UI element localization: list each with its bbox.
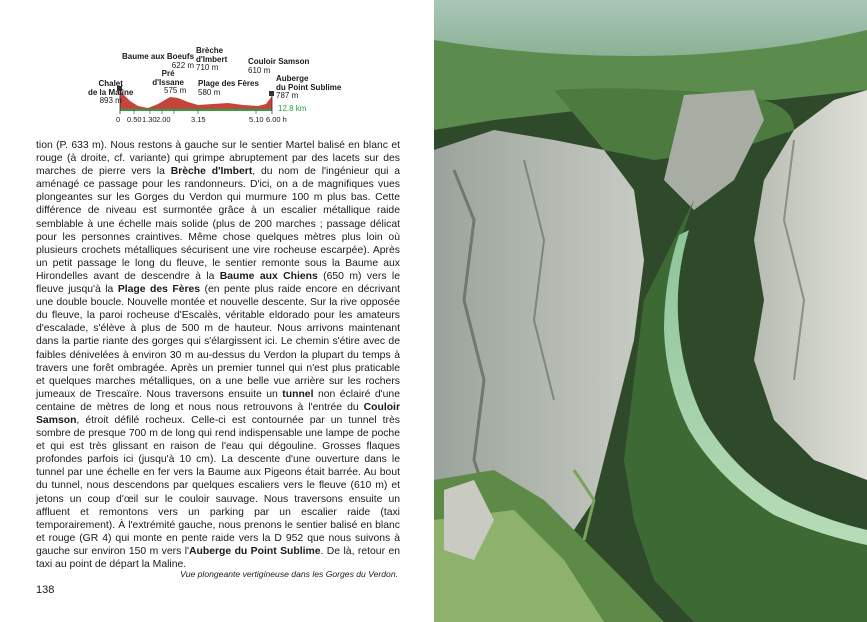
waypoint-plage-feres: Plage des Fères 580 m <box>198 79 259 97</box>
waypoint-couloir-samson: Couloir Samson 610 m <box>248 57 310 75</box>
time-6: 6.00 h <box>266 115 287 124</box>
waypoint-breche-imbert: Brèche d'Imbert 710 m <box>196 46 228 73</box>
waypoint-chalet: Chalet de la Maline 893 m <box>88 79 134 106</box>
time-1: 0.50 <box>127 115 142 124</box>
body-text <box>36 139 400 571</box>
place-auberge: Auberge du Point Sublime <box>189 545 321 557</box>
place-couloir-samson: Couloir Samson <box>36 401 400 426</box>
time-0: 0 <box>116 115 121 124</box>
photo-illustration <box>434 0 867 622</box>
waypoint-baume-boeufs: Baume aux Boeufs 622 m <box>122 52 195 70</box>
place-breche-imbert: Brèche d'Imbert <box>170 166 253 178</box>
place-baume-chiens: Baume aux Chiens <box>219 270 318 282</box>
gorge-photo <box>434 0 867 622</box>
tunnel-term: tunnel <box>282 388 314 400</box>
time-4: 3.15 <box>191 115 206 124</box>
elevation-profile <box>88 44 358 128</box>
waypoint-auberge: Auberge du Point Sublime 787 m <box>276 74 342 101</box>
time-5: 5.10 <box>249 115 264 124</box>
page-number: 138 <box>36 584 55 596</box>
waypoint-pre-issane: Pré d'Issane 575 m <box>152 69 187 96</box>
time-2: 1.30 <box>142 115 157 124</box>
paragraph: tion (P. 633 m). Nous restons à gauche sur le sentier Martel balisé en blanc et rouge (à droite, cf. variante) qui grimpe abruptement par des lacets sur des marches de pierre vers la Brèche d'Imbert, du nom de l'ingénieur qui a aménagé ce passage pour les randonneurs. D'ici, on a de magnifiques vues plongeantes sur les Gorges du Verdon qui murmure 100 m plus bas. Cette différence de niveau est surmontée grâce à un escalier métallique raide semblable à une échelle mais solide (plus de 200 marches ; passage délicat pour les personnes craintives. Même chose quelques mètres plus loin où plusieurs crochets métalliques sécurisent une vire rocheuse escarpée). Après un petit passage le long du fleuve, le sentier remonte sous la Baume aux Hirondelles avant de descendre à la Baume aux Chiens (650 m) vers le fleuve jusqu'à la Plage des Fères (en pente plus raide encore en décrivant une double boucle. Nouvelle montée et nouvelle descente. Sur la rive opposée du fleuve, la paroi rocheuse d'Escalès, véritable eldorado pour les amateurs d'escalade, s'élève à plus de 500 m de hauteur. Nous arrivons maintenant dans la partie riante des gorges qui s'élargissent ici. Le chemin s'étire avec de faibles dénivelées à environ 30 m au-dessus du Verdon la plupart du temps à travers une forêt ombragée. Après un premier tunnel qui n'est plus praticable et quelques marches métalliques, on a une belle vue arrière sur les rochers jumeaux de Trescaïre. Nous traversons ensuite un tunnel non éclairé d'une centaine de mètres de long et nous nous retrouvons à l'entrée du Couloir Samson, étroit défilé rocheux. Celle-ci est contournée par un tunnel très sombre de presque 700 m de long qui rend indispensable une lampe de poche et qui est très glissant en raison de l'eau qui dégouline. Grosses flaques profondes parfois ici (jusqu'à 10 cm). La descente d'une ouverture dans le tunnel par une échelle en fer vers la Baume aux Pigeons était barrée. Au bout du tunnel, nous descendons par quelques escaliers vers le fleuve (610 m) et jetons un coup d'œil sur le couloir sauvage. Nous traversons ensuite un affluent et remontons vers un parking par un escalier raide (taxi temporairement). À l'extrémité gauche, nous prenons le sentier balisé en blanc et rouge (GR 4) qui monte en pente raide vers la D 952 que nous suivons à gauche sur environ 150 m vers l'Auberge du Point Sublime. De là, retour en taxi au point de départ la Maline. <box>36 140 401 570</box>
time-3: 2.00 <box>156 115 171 124</box>
total-distance: 12.8 km <box>278 104 307 113</box>
place-plage-feres: Plage des Fères <box>117 284 201 296</box>
photo-caption: Vue plongeante vertigineuse dans les Gorges du Verdon. <box>180 569 398 579</box>
